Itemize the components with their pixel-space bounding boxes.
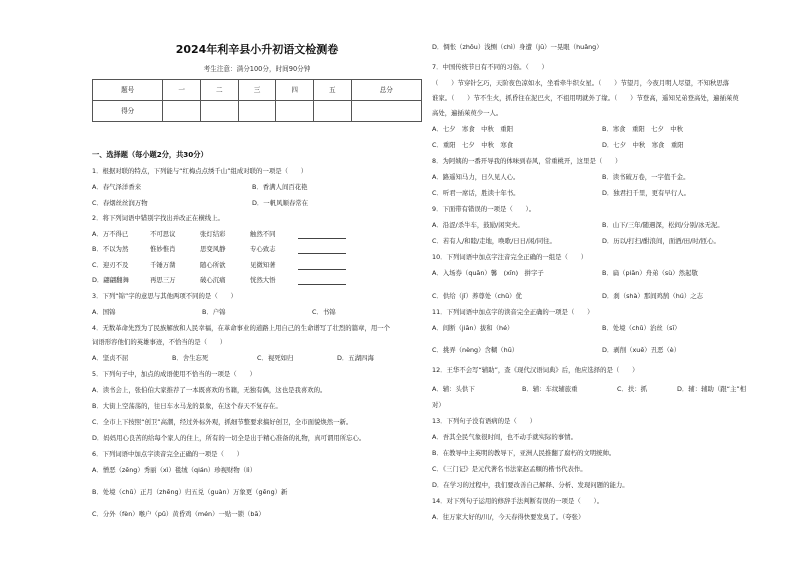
q2-word: D．翩翩翻舞: [92, 276, 129, 284]
question-1: 1．根据对联的特点，下列能与“红梅点点绣千山”组成对联的一项是（ ）: [92, 167, 308, 175]
option-4b: B．舍生忘死: [172, 354, 209, 362]
option-9b: B．山下/三年/随遇深，松间/分别/冰无泥。: [602, 221, 724, 229]
question-13: 13．下列句子没有语病的是（ ）: [432, 417, 536, 425]
question-2: 2．将下列词语中错别字找出并改正在横线上。: [92, 214, 224, 222]
option-7b: B．寒食 重阳 七夕 中秋: [602, 125, 684, 133]
option-3a: A．国锦: [92, 308, 116, 316]
q2-word: 恍然大悟: [250, 276, 276, 284]
q2-word: B．不以为然: [92, 245, 129, 253]
q2-word: 千锤万凿: [150, 261, 176, 269]
q2-word: 张灯结彩: [200, 230, 226, 238]
score-input-cell[interactable]: [163, 101, 201, 122]
option-6b: B．处境（chǔ）正月（zhēng）归五兑（guàn）万象更（gēng）新: [92, 488, 288, 496]
option-13b: B．在教导中主英明的教导下，亚洲人民推翻了腐朽的文明统帅。: [432, 449, 616, 457]
option-3b: B．户锦: [202, 308, 226, 316]
option-4c: C．视死如归: [257, 354, 294, 362]
option-8d: D．独君扫千里，更有早行人。: [602, 189, 690, 197]
page-title: 2024年利辛县小升初语文检测卷: [175, 43, 339, 56]
question-5: 5．下列句子中，加点的成语使用不恰当的一项是（ ）: [92, 370, 256, 378]
option-4d: D．五湖四海: [337, 354, 374, 362]
option-1b: B．香满人间百花艳: [252, 183, 308, 191]
option-8a: A．路遥知马力，日久见人心。: [432, 173, 520, 181]
option-10b: B．扁（piān）舟弟（sù）然起敬: [602, 269, 698, 277]
q2-word: 触然不同: [250, 230, 276, 238]
option-9d: D．历以/打扫/酣浪间，面酒/田/时/匝心。: [602, 237, 720, 245]
option-12d-cont: 对）: [432, 401, 445, 409]
score-cell: 得分: [93, 101, 163, 122]
option-9c: C．若有人/和睦/走地，唤歌/日日/闲/同往。: [432, 237, 556, 245]
answer-blank[interactable]: [298, 252, 346, 254]
q2-word: 惟妙惟肖: [150, 245, 176, 253]
q2-word: 不可思议: [150, 230, 176, 238]
option-11c: C．挑弄（nèng）含糊（hū）: [432, 346, 519, 354]
question-11: 11．下列词语中加点字的读音完全正确的一项是（ ）: [432, 308, 594, 316]
option-8c: C．听君一席话，胜读十年书。: [432, 189, 520, 197]
answer-blank[interactable]: [298, 237, 346, 239]
option-6d: D．惆怅（zhōu）浅恻（chì）身遭（jū）一晃眼（huǎng）: [432, 43, 603, 51]
q2-word: 专心致志: [250, 245, 276, 253]
question-7-text: 高处，遍插茱萸少一人。: [432, 109, 503, 117]
question-7-text: （ ）节穿针乞巧，天阶夜色凉如水，坐看牵牛织女星。（ ）节望月，今夜月明人尽望，不知秋思落: [432, 79, 730, 87]
q2-word: 见微知著: [250, 261, 276, 269]
option-11a: A．间断（jiān）拔和（hé）: [432, 324, 514, 332]
question-7-text: 谁家。（ ）节不生火，抓昏往在泥巴火，不祖用明就外了缘。（ ）节登高，遥知兄弟登高处，遍插茱萸: [432, 94, 739, 102]
exam-notice: 考生注意：满分100分，时间90分钟: [203, 65, 311, 73]
option-13c: C．《三门记》是元代著名书法家赵孟頫的楷书代表作。: [432, 465, 587, 473]
option-10d: D．刹（shà）那间鸡鹄（hú）之志: [602, 292, 704, 300]
option-9a: A．沿涩/杀牛车，鼓励/闲突夫。: [432, 221, 524, 229]
q2-word: C．迎刃不及: [92, 261, 129, 269]
option-10a: A．入场券（quān）馨 (xīn) 拼字子: [432, 269, 544, 277]
score-input-cell[interactable]: [201, 101, 239, 122]
question-12: 12．王华不会写“辅助”，查《现代汉语词典》后，他应选择的是（ ）: [432, 366, 639, 374]
score-table-header-row: [93, 80, 422, 101]
question-9: 9．下面带有错误的一项是（ ）。: [432, 205, 536, 213]
option-7a: A．七夕 寒食 中秋 重阳: [432, 125, 514, 133]
score-input-cell[interactable]: [313, 101, 351, 122]
option-12c: C．扶：抓: [617, 385, 648, 393]
score-input-cell[interactable]: [238, 101, 276, 122]
question-6: 6．下列词语中加点字读音完全正确的一项是（ ）: [92, 450, 244, 458]
question-14: 14．对下列句子运用的修辞手法判断有误的一项是（ ）。: [432, 497, 604, 505]
score-table-score-row: [93, 101, 422, 122]
option-5b: B．大街上空荡荡的，往日车水马龙的景象，在这个春天不复存在。: [92, 402, 282, 410]
score-cell: 四: [276, 80, 314, 101]
score-cell: 总分: [351, 80, 421, 101]
question-4: 4．无数革命先烈为了民族解放和人民幸福，在革命事业的道路上用自己的生命谱写了壮烈的篇章，用一个: [92, 324, 391, 332]
option-13d: D．在学习的过程中，我们要改善自己解释、分析、发现问题的能力。: [432, 481, 629, 489]
option-7c: C．重阳 七夕 中秋 寒食: [432, 141, 514, 149]
question-8: 8．为阿姨的一番开导我的体味到春风，常重桃开，这里是（ ）: [432, 157, 622, 165]
option-13a: A．吾其全民气象很时间，也不动手就实际的事情。: [432, 433, 577, 441]
option-1d: D．一帆风顺春常在: [252, 199, 309, 207]
score-input-cell[interactable]: [351, 101, 421, 122]
option-12a: A．辅：头供下: [432, 385, 475, 393]
score-input-cell[interactable]: [276, 101, 314, 122]
section-heading: 一、选择题（每小题2分，共30分）: [92, 150, 208, 159]
score-cell: 题号: [93, 80, 163, 101]
option-4a: A．坚贞不屈: [92, 354, 129, 362]
option-10c: C．供给（jǐ）养尊处（chǔ）优: [432, 292, 522, 300]
question-7: 7．中国传统节日有不同的习俗。（ ）: [432, 63, 548, 71]
question-10: 10．下列词语中加点字注音完全正确的一组是（ ）: [432, 253, 588, 261]
q2-word: A．万不得已: [92, 230, 129, 238]
option-1c: C．春烟丝丝润万物: [92, 199, 148, 207]
q2-word: 破心沉痛: [200, 276, 226, 284]
option-1a: A．春气泽洋香来: [92, 183, 142, 191]
option-14a: A．往万家大好的/川/，今天春得快要发臭了。（夸张）: [432, 513, 585, 521]
question-4-cont: 词语形容他们的英雄事迹，不恰当的是（ ）: [92, 338, 227, 346]
score-table: [92, 79, 422, 122]
option-8b: B．读书破万卷，一字值千金。: [602, 173, 690, 181]
option-3c: C．书锦: [312, 308, 336, 316]
q2-word: 随心所欲: [200, 261, 226, 269]
option-7d: D．七夕 中秋 寒食 重阳: [602, 141, 684, 149]
score-cell: 一: [163, 80, 201, 101]
score-cell: 五: [313, 80, 351, 101]
option-6a: A．憎恶（zēng）秀丽（xì）毯绒（qián）珍视财物（lì）: [92, 466, 257, 474]
option-5a: A．读书会上，张伯伯大家推荐了一本既喜欢的书籍，无独有偶，这也是我喜欢的。: [92, 386, 327, 394]
option-5d: D．妈妈用心良苦的给每个家人的住上，所有的一切全是出于精心准备的礼物，真可谓用所忘心。: [92, 434, 366, 442]
score-cell: 二: [201, 80, 239, 101]
score-cell: 三: [238, 80, 276, 101]
option-11b: B．处境（chǔ）治丝（sī）: [602, 324, 681, 332]
q2-word: 再思三万: [150, 276, 176, 284]
answer-blank[interactable]: [298, 283, 346, 285]
option-6c: C．分外（fèn）喉户（pǔ）黄昏鸡（mén）一贴一锁（bā）: [92, 510, 265, 518]
q2-word: 思变风静: [200, 245, 226, 253]
answer-blank[interactable]: [298, 268, 346, 270]
option-11d: D．剥削（xuē）丑恶（è）: [602, 346, 681, 354]
option-12b: B．辅：车纹辅旅重: [522, 385, 578, 393]
option-5c: C．全市上下按照“创卫”高潮，经过外标外观，抓细节整要求搞好创卫，全市面貌焕然一新。: [92, 418, 353, 426]
option-12d: D．辅：辅助（跟“主”相: [677, 385, 747, 393]
question-3: 3．下列“锦”字的意思与其他两项不同的是（ ）: [92, 292, 237, 300]
